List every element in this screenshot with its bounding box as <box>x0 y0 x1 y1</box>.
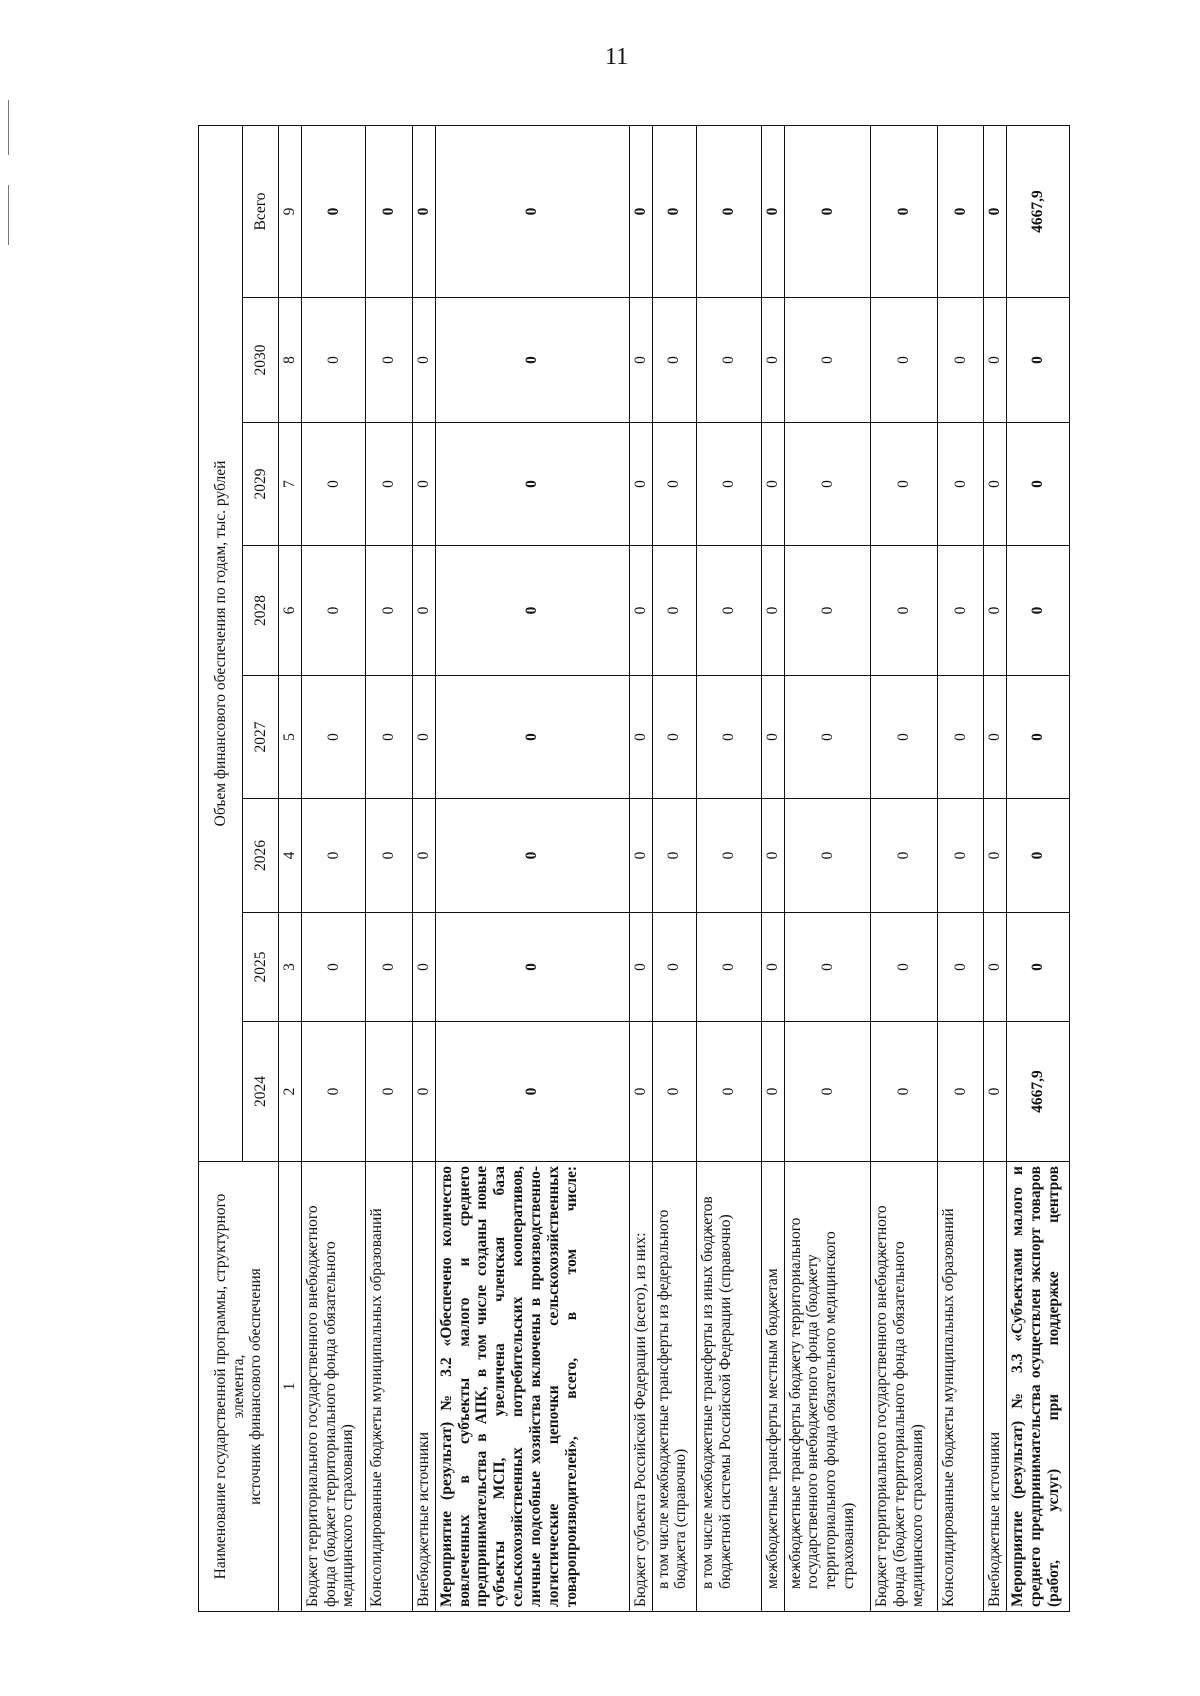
cell-value: 0 <box>761 676 784 799</box>
table-row <box>412 126 435 1612</box>
row-name: Мероприятие (результат) № 3.3 «Субъектами малого и среднего предпринимательства осуществлен экспорт товаров (работ, услуг) при поддержке центров <box>1007 1162 1070 1612</box>
cell-value: 0 <box>435 298 629 423</box>
table-row <box>984 126 1007 1612</box>
cell-value: 0 <box>1007 298 1070 423</box>
table-row <box>784 126 871 1612</box>
cell-value: 0 <box>412 799 435 913</box>
cell-value: 0 <box>761 1022 784 1162</box>
row-name: в том числе межбюджетные трансферты из федерального бюджета (справочно) <box>652 1162 696 1612</box>
table-row <box>761 126 784 1612</box>
table-row <box>937 126 983 1612</box>
cell-value: 0 <box>871 1022 938 1162</box>
cell-total: 0 <box>652 126 696 298</box>
cell-total: 0 <box>412 126 435 298</box>
cell-total: 0 <box>366 126 412 298</box>
cell-value: 0 <box>784 298 871 423</box>
row-name: Бюджет субъекта Российской Федерации (всего), из них: <box>629 1162 652 1612</box>
cell-value: 0 <box>366 676 412 799</box>
column-number: 8 <box>279 298 302 423</box>
header-year: 2024 <box>243 1022 279 1162</box>
cell-value: 0 <box>984 546 1007 676</box>
header-name-line2: источник финансового обеспечения <box>247 1268 265 1505</box>
cell-value: 0 <box>435 546 629 676</box>
cell-value: 0 <box>784 913 871 1022</box>
cell-value: 0 <box>652 676 696 799</box>
column-number: 5 <box>279 676 302 799</box>
cell-value: 0 <box>871 423 938 546</box>
cell-value: 0 <box>412 423 435 546</box>
cell-value: 0 <box>1007 913 1070 1022</box>
cell-value: 0 <box>937 1022 983 1162</box>
cell-value: 0 <box>937 913 983 1022</box>
cell-value: 0 <box>301 546 366 676</box>
cell-value: 0 <box>301 799 366 913</box>
cell-value: 0 <box>629 913 652 1022</box>
cell-total: 0 <box>696 126 761 298</box>
cell-value: 0 <box>871 799 938 913</box>
cell-value: 0 <box>984 298 1007 423</box>
financing-table <box>198 125 1070 1612</box>
cell-value: 0 <box>652 913 696 1022</box>
cell-value: 0 <box>761 799 784 913</box>
cell-value: 0 <box>301 298 366 423</box>
cell-value: 0 <box>366 799 412 913</box>
header-year: 2030 <box>243 298 279 423</box>
column-number: 2 <box>279 1022 302 1162</box>
table-row <box>301 126 366 1612</box>
cell-total: 0 <box>871 126 938 298</box>
column-number: 9 <box>279 126 302 298</box>
header-year: 2027 <box>243 676 279 799</box>
cell-value: 0 <box>301 1022 366 1162</box>
cell-value: 0 <box>871 913 938 1022</box>
cell-value: 0 <box>761 913 784 1022</box>
row-name: межбюджетные трансферты бюджету территориального государственного внебюджетного фонда (бюджету территориального фонда обязательного медицинского страхования) <box>784 1162 871 1612</box>
page-number: 11 <box>605 44 629 70</box>
row-name: Внебюджетные источники <box>412 1162 435 1612</box>
cell-value: 0 <box>366 913 412 1022</box>
cell-value: 0 <box>412 913 435 1022</box>
cell-value: 0 <box>435 799 629 913</box>
cell-value: 0 <box>301 913 366 1022</box>
cell-total: 4667,9 <box>1007 126 1070 298</box>
cell-total: 0 <box>984 126 1007 298</box>
cell-value: 0 <box>629 423 652 546</box>
header-name-line1: Наименование государственной программы, структурного элемента, <box>211 1193 247 1580</box>
table-row <box>435 126 629 1612</box>
cell-value: 0 <box>1007 799 1070 913</box>
cell-value: 0 <box>984 799 1007 913</box>
cell-total: 0 <box>435 126 629 298</box>
column-number: 6 <box>279 546 302 676</box>
cell-value: 0 <box>412 298 435 423</box>
cell-value: 0 <box>366 298 412 423</box>
scan-artifact-line <box>8 100 9 155</box>
cell-value: 0 <box>696 423 761 546</box>
cell-value: 0 <box>871 298 938 423</box>
header-year: 2028 <box>243 546 279 676</box>
cell-value: 0 <box>984 913 1007 1022</box>
table-row <box>1007 126 1070 1612</box>
table-row <box>629 126 652 1612</box>
table-row <box>871 126 938 1612</box>
header-year: 2029 <box>243 423 279 546</box>
cell-value: 0 <box>435 1022 629 1162</box>
cell-value: 0 <box>301 423 366 546</box>
row-name: Консолидированные бюджеты муниципальных образований <box>937 1162 983 1612</box>
cell-value: 0 <box>784 676 871 799</box>
cell-value: 4667,9 <box>1007 1022 1070 1162</box>
cell-value: 0 <box>366 546 412 676</box>
cell-value: 0 <box>784 546 871 676</box>
row-name: Консолидированные бюджеты муниципальных образований <box>366 1162 412 1612</box>
cell-value: 0 <box>696 913 761 1022</box>
cell-value: 0 <box>761 423 784 546</box>
cell-value: 0 <box>761 546 784 676</box>
cell-value: 0 <box>412 546 435 676</box>
cell-value: 0 <box>937 799 983 913</box>
cell-value: 0 <box>984 676 1007 799</box>
cell-value: 0 <box>629 799 652 913</box>
cell-value: 0 <box>984 1022 1007 1162</box>
cell-value: 0 <box>412 1022 435 1162</box>
cell-value: 0 <box>937 298 983 423</box>
cell-value: 0 <box>1007 546 1070 676</box>
cell-total: 0 <box>301 126 366 298</box>
header-total: Всего <box>243 126 279 298</box>
cell-total: 0 <box>937 126 983 298</box>
cell-value: 0 <box>629 1022 652 1162</box>
header-name-column <box>199 1162 279 1612</box>
cell-value: 0 <box>937 546 983 676</box>
row-name: Бюджет территориального государственного внебюджетного фонда (бюджет территориального фонда обязательного медицинского страхования) <box>301 1162 366 1612</box>
cell-value: 0 <box>696 298 761 423</box>
cell-value: 0 <box>696 799 761 913</box>
cell-value: 0 <box>696 676 761 799</box>
cell-value: 0 <box>1007 423 1070 546</box>
cell-value: 0 <box>629 546 652 676</box>
cell-value: 0 <box>761 298 784 423</box>
table-row <box>696 126 761 1612</box>
header-volume-title: Объем финансового обеспечения по годам, тыс. рублей <box>199 126 243 1162</box>
column-number: 4 <box>279 799 302 913</box>
cell-value: 0 <box>784 799 871 913</box>
cell-value: 0 <box>301 676 366 799</box>
row-name: Бюджет территориального государственного внебюджетного фонда (бюджет территориального фонда обязательного медицинского страхования) <box>871 1162 938 1612</box>
rotated-page-content <box>198 126 1070 1612</box>
cell-value: 0 <box>366 1022 412 1162</box>
cell-value: 0 <box>652 546 696 676</box>
cell-value: 0 <box>1007 676 1070 799</box>
cell-value: 0 <box>652 423 696 546</box>
row-name: Внебюджетные источники <box>984 1162 1007 1612</box>
cell-value: 0 <box>652 1022 696 1162</box>
cell-value: 0 <box>937 676 983 799</box>
cell-value: 0 <box>412 676 435 799</box>
cell-value: 0 <box>366 423 412 546</box>
table-row <box>366 126 412 1612</box>
cell-value: 0 <box>784 1022 871 1162</box>
row-name: Мероприятие (результат) № 3.2 «Обеспечено количество вовлеченных в субъекты малого и среднего предпринимательства в АПК, в том числе созданы новые субъекты МСП, увеличена членская база сельскохозяйственных потребительских кооперативов, личные подсобные хозяйства включены в производственно-логистические цепочки сельскохозяйственных товаропроизводителей», всего, в том числе: <box>435 1162 629 1612</box>
cell-total: 0 <box>784 126 871 298</box>
cell-value: 0 <box>435 676 629 799</box>
cell-value: 0 <box>629 676 652 799</box>
cell-value: 0 <box>696 546 761 676</box>
column-number: 1 <box>279 1162 302 1612</box>
cell-value: 0 <box>652 298 696 423</box>
cell-value: 0 <box>937 423 983 546</box>
cell-value: 0 <box>696 1022 761 1162</box>
cell-value: 0 <box>784 423 871 546</box>
row-name: межбюджетные трансферты местным бюджетам <box>761 1162 784 1612</box>
header-year: 2026 <box>243 799 279 913</box>
column-number: 3 <box>279 913 302 1022</box>
scan-artifact-line <box>8 185 9 245</box>
header-year: 2025 <box>243 913 279 1022</box>
cell-total: 0 <box>761 126 784 298</box>
row-name: в том числе межбюджетные трансферты из иных бюджетов бюджетной системы Российской Федерации (справочно) <box>696 1162 761 1612</box>
cell-value: 0 <box>871 676 938 799</box>
cell-value: 0 <box>871 546 938 676</box>
cell-total: 0 <box>629 126 652 298</box>
cell-value: 0 <box>652 799 696 913</box>
cell-value: 0 <box>629 298 652 423</box>
table-row <box>652 126 696 1612</box>
cell-value: 0 <box>984 423 1007 546</box>
cell-value: 0 <box>435 913 629 1022</box>
cell-value: 0 <box>435 423 629 546</box>
column-number: 7 <box>279 423 302 546</box>
